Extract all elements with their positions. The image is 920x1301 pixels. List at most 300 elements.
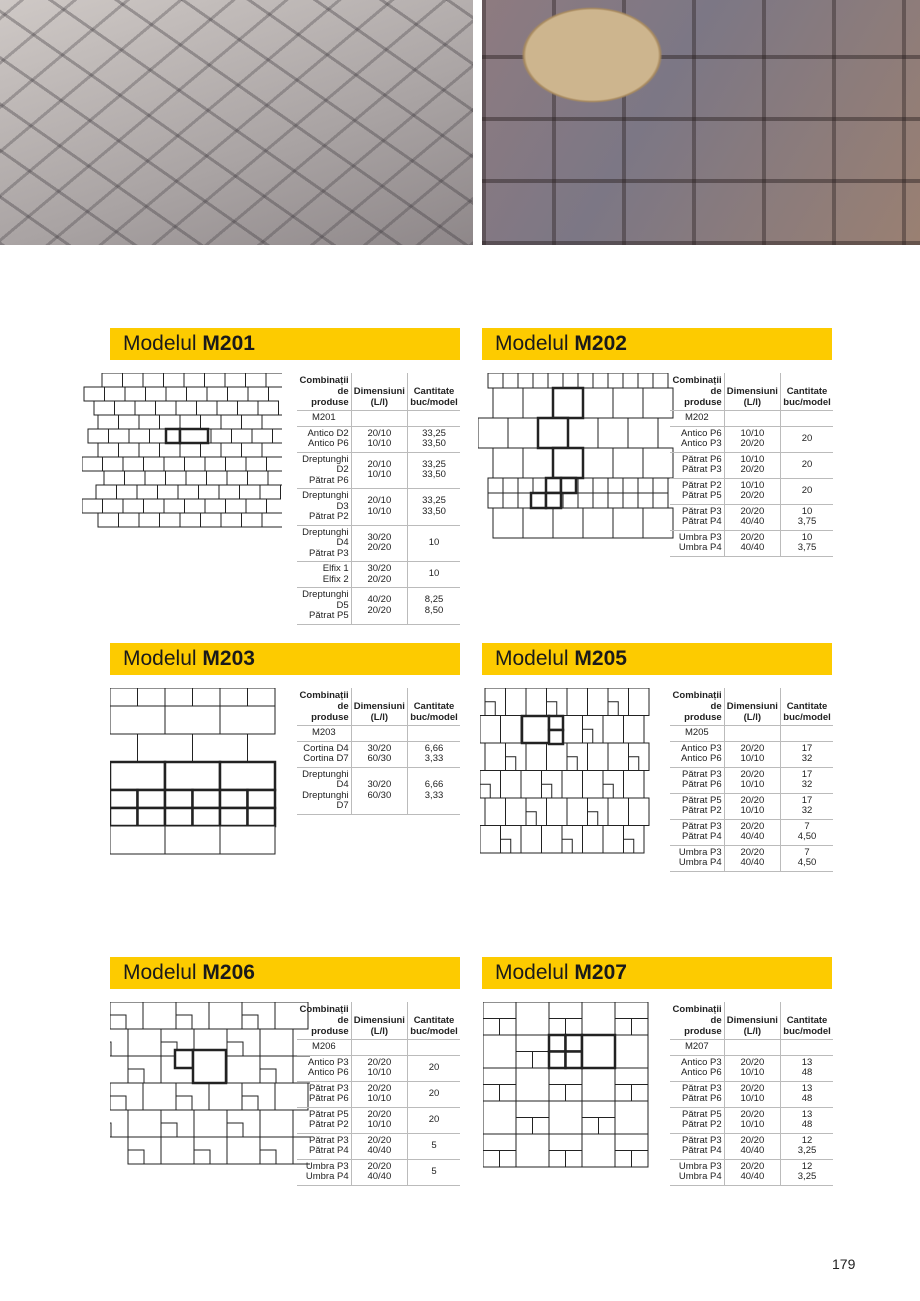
- laying-pattern-diagram: [82, 373, 282, 545]
- paver-stone: [632, 1085, 649, 1102]
- products-cell: Pătrat P3 Pătrat P6: [670, 767, 724, 793]
- paver-stone: [193, 790, 221, 808]
- paver-stone: [137, 485, 158, 499]
- quantity-cell: 33,25 33,50: [408, 489, 460, 526]
- quantity-cell: 33,25 33,50: [408, 452, 460, 489]
- table-row: [670, 478, 833, 504]
- paver-stone: [220, 808, 248, 826]
- products-cell: Pătrat P2 Pătrat P5: [670, 478, 724, 504]
- paver-stone: [508, 418, 538, 448]
- paver-stone: [615, 1085, 632, 1102]
- paver-stone: [176, 1015, 192, 1029]
- dimensions-cell: 20/20 10/10: [724, 1081, 780, 1107]
- products-cell: Pătrat P3 Pătrat P4: [670, 1133, 724, 1159]
- quantity-cell: 5: [408, 1159, 460, 1185]
- paver-stone: [624, 839, 634, 853]
- quantity-cell: 13 48: [781, 1055, 833, 1081]
- paver-stone: [523, 388, 553, 418]
- table-row: [670, 426, 833, 452]
- products-cell: Umbra P3 Umbra P4: [297, 1159, 351, 1185]
- paver-stone: [246, 373, 267, 387]
- paver-stone: [553, 508, 583, 538]
- paver-stone: [485, 743, 506, 771]
- paver-stone: [485, 702, 495, 716]
- paver-stone: [632, 1019, 649, 1036]
- quantity-cell: 20: [781, 452, 833, 478]
- paver-stone: [608, 702, 618, 716]
- paver-stone: [562, 839, 572, 853]
- paver-stone: [583, 826, 604, 854]
- paver-stone: [523, 508, 553, 538]
- paver-stone: [146, 387, 167, 401]
- quantity-cell: 13 48: [781, 1107, 833, 1133]
- paver-stone: [478, 418, 508, 448]
- paver-stone: [207, 471, 228, 485]
- paver-stone: [483, 1101, 516, 1134]
- paver-stone: [248, 387, 269, 401]
- paver-stone: [638, 493, 653, 508]
- product-combination-table: [670, 1002, 833, 1186]
- paver-stone: [553, 388, 583, 418]
- table-row: [297, 525, 460, 562]
- model-title-prefix: Modelul: [495, 647, 575, 670]
- table-header: Dimensiuni (L/l): [351, 373, 407, 411]
- paver-stone: [500, 1085, 517, 1102]
- paver-stone: [563, 373, 578, 388]
- paver-stone: [110, 762, 165, 790]
- quantity-cell: 10 3,75: [781, 504, 833, 530]
- paver-stone: [643, 388, 673, 418]
- laying-pattern-diagram: [483, 1002, 683, 1174]
- paver-stone: [227, 471, 248, 485]
- dimensions-cell: 20/10 10/10: [351, 489, 407, 526]
- paver-stone: [125, 387, 146, 401]
- model-title-prefix: Modelul: [123, 961, 203, 984]
- paver-stone: [501, 771, 522, 799]
- paver-stone: [608, 798, 629, 826]
- table-row: [670, 452, 833, 478]
- table-header: Combinații de produse: [297, 688, 351, 726]
- paver-stone: [643, 508, 673, 538]
- paver-stone: [164, 373, 185, 387]
- paver-stone: [123, 373, 144, 387]
- paver-stone: [488, 478, 503, 493]
- dimensions-cell: 20/20 40/40: [724, 1159, 780, 1185]
- paver-stone: [583, 448, 613, 478]
- table-row: [297, 1107, 460, 1133]
- quantity-cell: 6,66 3,33: [408, 767, 460, 814]
- paver-stone: [165, 826, 220, 854]
- paver-stone: [143, 1083, 176, 1110]
- paver-stone: [82, 457, 103, 471]
- quantity-cell: 12 3,25: [781, 1133, 833, 1159]
- paver-stone: [220, 762, 275, 790]
- paver-stone: [125, 471, 146, 485]
- paver-stone: [629, 757, 639, 771]
- table-row: [670, 845, 833, 871]
- paver-stone: [165, 688, 193, 706]
- paver-stone: [227, 1123, 243, 1137]
- paver-stone: [603, 826, 624, 854]
- paver-stone: [209, 1083, 242, 1110]
- paver-stone: [176, 401, 197, 415]
- paver-stone: [624, 771, 645, 799]
- dimensions-cell: 30/20 60/30: [351, 741, 407, 767]
- paver-stone: [201, 513, 222, 527]
- table-row: [297, 426, 460, 452]
- paver-stone: [180, 443, 201, 457]
- paver-stone: [227, 1042, 243, 1056]
- paver-stone: [549, 1151, 566, 1168]
- paver-stone: [201, 415, 222, 429]
- paver-stone: [246, 457, 267, 471]
- table-row: [670, 1081, 833, 1107]
- model-code: M205: [574, 647, 627, 670]
- table-row: [670, 741, 833, 767]
- paver-stone: [598, 418, 628, 448]
- dimensions-cell: 20/20 10/10: [351, 1107, 407, 1133]
- products-cell: Umbra P3 Umbra P4: [670, 845, 724, 871]
- paver-stone: [248, 471, 269, 485]
- paver-stone: [568, 418, 598, 448]
- paver-stone: [521, 826, 542, 854]
- table-row: [670, 1133, 833, 1159]
- quantity-cell: 20: [781, 478, 833, 504]
- dimensions-cell: 20/20 10/10: [724, 1055, 780, 1081]
- products-cell: Pătrat P3 Pătrat P4: [670, 819, 724, 845]
- paver-stone: [566, 1052, 583, 1069]
- paver-stone: [593, 493, 608, 508]
- dimensions-cell: 20/10 10/10: [351, 426, 407, 452]
- paver-stone: [185, 499, 206, 513]
- paver-stone: [205, 373, 226, 387]
- table-row: [670, 1107, 833, 1133]
- paver-stone: [221, 513, 242, 527]
- paver-stone: [500, 1151, 517, 1168]
- paver-stone: [516, 1002, 549, 1035]
- paver-stone: [562, 771, 583, 799]
- paver-stone: [578, 493, 593, 508]
- product-combination-table: [297, 373, 460, 625]
- quantity-cell: 17 32: [781, 741, 833, 767]
- paver-stone: [103, 499, 124, 513]
- paver-stone: [180, 429, 208, 443]
- paver-stone: [119, 415, 140, 429]
- table-header: Combinații de produse: [297, 1002, 351, 1040]
- paver-stone: [483, 1151, 500, 1168]
- paver-stone: [160, 415, 181, 429]
- dimensions-cell: 30/20 20/20: [351, 562, 407, 588]
- dimensions-cell: 10/10 20/20: [724, 452, 780, 478]
- products-cell: Elfix 1 Elfix 2: [297, 562, 351, 588]
- paver-stone: [262, 415, 282, 429]
- paver-stone: [526, 688, 547, 716]
- paver-stone: [582, 1002, 615, 1035]
- paver-stone: [653, 373, 668, 388]
- model-title-bar: [110, 328, 460, 360]
- paver-stone: [483, 1019, 500, 1036]
- paver-stone: [638, 373, 653, 388]
- paver-stone: [248, 808, 276, 826]
- paver-stone: [143, 373, 164, 387]
- paver-stone: [102, 373, 123, 387]
- paver-stone: [252, 429, 273, 443]
- model-title: [123, 647, 255, 671]
- paver-stone: [248, 688, 276, 706]
- model-title: [123, 961, 255, 985]
- paver-stone: [105, 387, 126, 401]
- model-code: M206: [202, 961, 255, 984]
- dimensions-cell: 20/10 10/10: [351, 452, 407, 489]
- paver-stone: [82, 499, 103, 513]
- paver-stone: [563, 493, 578, 508]
- paver-stone: [583, 388, 613, 418]
- products-cell: Antico P6 Antico P3: [670, 426, 724, 452]
- dimensions-cell: 10/10 20/20: [724, 426, 780, 452]
- paver-stone: [561, 478, 576, 493]
- paver-stone: [483, 1035, 516, 1068]
- paver-stone: [166, 429, 180, 443]
- quantity-cell: 12 3,25: [781, 1159, 833, 1185]
- products-cell: Pătrat P3 Pătrat P4: [297, 1133, 351, 1159]
- model-title-bar: [110, 643, 460, 675]
- products-cell: Antico P3 Antico P6: [670, 1055, 724, 1081]
- model-title-bar: [110, 957, 460, 989]
- paver-stone: [623, 478, 638, 493]
- paver-stone: [240, 485, 261, 499]
- paver-stone: [161, 1137, 194, 1164]
- paver-stone: [221, 415, 242, 429]
- paver-stone: [526, 743, 547, 771]
- paver-stone: [582, 1035, 615, 1068]
- model-code-cell: M201: [297, 411, 351, 427]
- paver-stone: [110, 1015, 126, 1029]
- products-cell: Dreptunghi D4 Dreptunghi D7: [297, 767, 351, 814]
- table-header: Cantitate buc/model: [781, 373, 833, 411]
- paver-stone: [548, 373, 563, 388]
- paver-stone: [583, 729, 593, 743]
- paver-stone: [109, 429, 130, 443]
- paver-stone: [242, 1015, 258, 1029]
- laying-pattern-diagram: [480, 688, 680, 860]
- paver-stone: [615, 1101, 648, 1134]
- paver-stone: [623, 373, 638, 388]
- paver-stone: [258, 401, 279, 415]
- paver-stone: [533, 1052, 550, 1069]
- paver-stone: [260, 1069, 276, 1083]
- paver-stone: [226, 499, 247, 513]
- table-row: [670, 819, 833, 845]
- table-row: [297, 1081, 460, 1107]
- paver-stone: [143, 1002, 176, 1029]
- paver-stone: [225, 373, 246, 387]
- paver-stone: [194, 1110, 227, 1137]
- dimensions-cell: 20/20 10/10: [724, 741, 780, 767]
- paver-stone: [156, 401, 177, 415]
- paver-stone: [623, 493, 638, 508]
- paver-stone: [566, 1151, 583, 1168]
- paver-stone: [599, 1118, 616, 1135]
- table-row: [297, 588, 460, 625]
- table-row: [670, 504, 833, 530]
- paver-stone: [578, 373, 593, 388]
- paver-stone: [613, 448, 643, 478]
- model-code: M201: [202, 332, 255, 355]
- paver-stone: [98, 415, 119, 429]
- products-cell: Pătrat P3 Pătrat P6: [297, 1081, 351, 1107]
- table-header: Dimensiuni (L/l): [351, 688, 407, 726]
- dimensions-cell: 20/20 10/10: [351, 1055, 407, 1081]
- dimensions-cell: 20/20 10/10: [351, 1081, 407, 1107]
- quantity-cell: 20: [781, 426, 833, 452]
- paver-stone: [613, 508, 643, 538]
- paver-stone: [518, 478, 533, 493]
- paver-stone: [583, 771, 604, 799]
- paver-stone: [567, 688, 588, 716]
- model-title-prefix: Modelul: [123, 332, 203, 355]
- quantity-cell: 10: [408, 525, 460, 562]
- paver-stone: [547, 798, 568, 826]
- table-row: [297, 489, 460, 526]
- paver-stone: [588, 812, 598, 826]
- quantity-cell: 5: [408, 1133, 460, 1159]
- paver-stone: [110, 1123, 111, 1137]
- paver-stone: [165, 706, 220, 734]
- paver-stone: [480, 784, 490, 798]
- paver-stone: [110, 1110, 128, 1137]
- model-title: [495, 332, 627, 356]
- paver-stone: [221, 443, 242, 457]
- paver-stone: [227, 1137, 260, 1164]
- paver-stone: [217, 401, 238, 415]
- dimensions-cell: 20/20 10/10: [724, 767, 780, 793]
- paver-stone: [516, 1068, 549, 1101]
- products-cell: Pătrat P6 Pătrat P3: [670, 452, 724, 478]
- paver-stone: [603, 784, 613, 798]
- paver-stone: [522, 716, 549, 743]
- laying-pattern-diagram: [110, 1002, 310, 1174]
- paver-stone: [628, 418, 658, 448]
- paver-stone: [242, 1096, 258, 1110]
- paver-stone: [603, 716, 624, 744]
- paver-stone: [643, 448, 673, 478]
- paver-stone: [166, 387, 187, 401]
- dimensions-cell: 20/20 10/10: [724, 793, 780, 819]
- table-header: Dimensiuni (L/l): [724, 688, 780, 726]
- model-code-cell: M203: [297, 726, 351, 742]
- paver-stone: [226, 457, 247, 471]
- table-header: Cantitate buc/model: [408, 373, 460, 411]
- paver-stone: [503, 478, 518, 493]
- table-row: [297, 562, 460, 588]
- paver-stone: [98, 443, 119, 457]
- paver-stone: [187, 387, 208, 401]
- paver-stone: [139, 415, 160, 429]
- paver-stone: [553, 448, 583, 478]
- paver-stone: [205, 499, 226, 513]
- paver-stone: [242, 513, 263, 527]
- paver-stone: [566, 1035, 583, 1052]
- paver-stone: [503, 493, 518, 508]
- quantity-cell: 7 4,50: [781, 845, 833, 871]
- paver-stone: [588, 743, 609, 771]
- model-title-prefix: Modelul: [495, 961, 575, 984]
- paver-stone: [268, 471, 282, 485]
- paver-stone: [653, 478, 668, 493]
- product-combination-table: [670, 373, 833, 557]
- quantity-cell: 20: [408, 1055, 460, 1081]
- paver-stone: [549, 1052, 566, 1069]
- table-header: Cantitate buc/model: [781, 688, 833, 726]
- paver-stone: [538, 418, 568, 448]
- paver-stone: [562, 716, 583, 744]
- products-cell: Cortina D4 Cortina D7: [297, 741, 351, 767]
- paver-stone: [488, 493, 503, 508]
- table-row: [297, 1159, 460, 1185]
- paver-stone: [104, 471, 125, 485]
- paver-stone: [629, 798, 650, 826]
- products-cell: Pătrat P3 Pătrat P4: [670, 504, 724, 530]
- paver-stone: [516, 1134, 549, 1167]
- paver-stone: [110, 688, 138, 706]
- paver-stone: [549, 1101, 582, 1134]
- product-combination-table: [297, 1002, 460, 1186]
- paver-stone: [185, 457, 206, 471]
- paver-stone: [175, 1050, 193, 1068]
- model-title-prefix: Modelul: [123, 647, 203, 670]
- paver-stone: [205, 457, 226, 471]
- table-row: [670, 1159, 833, 1185]
- paver-stone: [542, 784, 552, 798]
- paver-stone: [615, 1019, 632, 1036]
- paver-stone: [158, 485, 179, 499]
- paver-stone: [526, 812, 536, 826]
- paver-stone: [176, 1096, 192, 1110]
- paver-stone: [547, 702, 557, 716]
- paver-stone: [262, 443, 282, 457]
- paver-stone: [533, 373, 548, 388]
- quantity-cell: 10 3,75: [781, 530, 833, 556]
- paver-stone: [193, 808, 221, 826]
- table-header: Combinații de produse: [670, 373, 724, 411]
- paver-stone: [166, 471, 187, 485]
- paver-stone: [624, 716, 645, 744]
- model-code: M203: [202, 647, 255, 670]
- paver-stone: [138, 808, 166, 826]
- paver-stone: [110, 1042, 111, 1056]
- dimensions-cell: 30/20 60/30: [351, 767, 407, 814]
- paver-stone: [248, 790, 276, 808]
- paver-stone: [227, 1056, 260, 1083]
- paver-stone: [653, 493, 668, 508]
- paver-stone: [485, 798, 506, 826]
- table-row: [297, 1055, 460, 1081]
- laying-pattern-diagram: [478, 373, 678, 545]
- paver-stone: [262, 513, 282, 527]
- table-header: Combinații de produse: [670, 688, 724, 726]
- paver-stone: [583, 508, 613, 538]
- paver-stone: [542, 826, 563, 854]
- paver-stone: [608, 743, 629, 771]
- paver-stone: [194, 1150, 210, 1164]
- paver-stone: [201, 443, 222, 457]
- paver-stone: [266, 373, 282, 387]
- model-title: [495, 647, 627, 671]
- paver-stone: [566, 1085, 583, 1102]
- paver-stone: [523, 448, 553, 478]
- paver-stone: [209, 1002, 242, 1029]
- paver-stone: [165, 808, 193, 826]
